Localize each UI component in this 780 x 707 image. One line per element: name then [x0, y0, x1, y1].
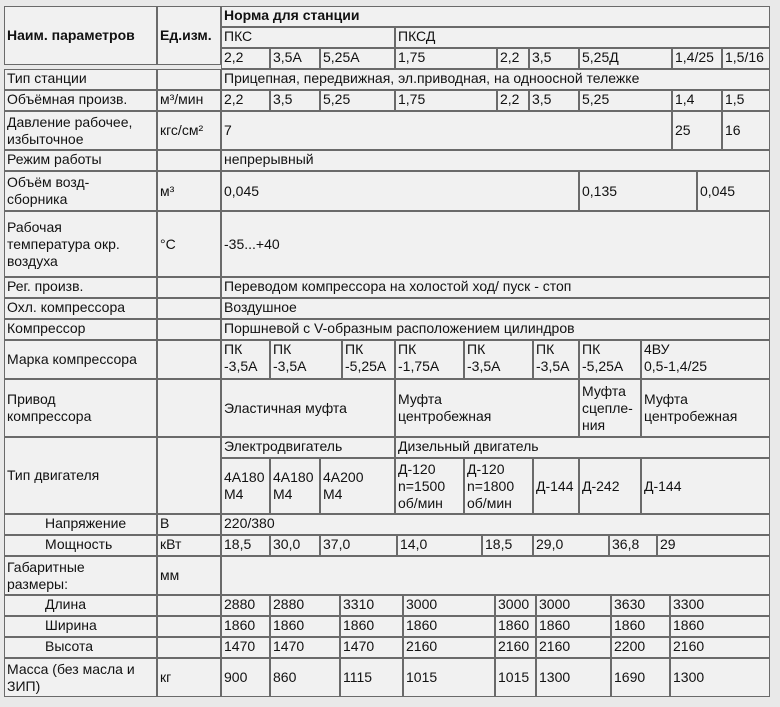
value-cell: 1860 — [403, 616, 495, 637]
value-cell: 1470 — [270, 637, 340, 658]
row-label: Длина — [4, 595, 157, 616]
value-cell: 1860 — [270, 616, 340, 637]
value-cell: 1115 — [340, 658, 403, 697]
row-label: Охл. компрессора — [4, 298, 157, 319]
value-cell: 3000 — [403, 595, 495, 616]
header-group-pks: ПКС — [221, 27, 395, 48]
value-cell: ПК -1,75А — [395, 340, 464, 379]
empty-cell — [157, 595, 221, 616]
unit-cell: °C — [157, 211, 221, 277]
value-cell: 37,0 — [320, 535, 397, 556]
value-cell: 2200 — [611, 637, 670, 658]
value-cell: 900 — [221, 658, 270, 697]
value-cell: 4ВУ 0,5-1,4/25 — [641, 340, 770, 379]
value-cell: Д-120 n=1800 об/мин — [464, 458, 533, 514]
row-label: Тип двигателя — [4, 437, 157, 514]
value-cell: 5,25 — [320, 90, 395, 111]
value-cell: 2160 — [670, 637, 770, 658]
row-label: Давление рабочее, избыточное — [4, 111, 157, 150]
empty-cell — [157, 277, 221, 298]
value-cell: Муфта сцепле- ния — [579, 379, 641, 437]
empty-cell — [157, 69, 221, 90]
engine-group-diesel: Дизельный двигатель — [395, 437, 770, 458]
value-cell: 1860 — [495, 616, 536, 637]
unit-cell: мм — [157, 556, 221, 595]
header-unit-cell: Ед.изм. — [157, 6, 221, 65]
unit-cell: м³/мин — [157, 90, 221, 111]
value-cell: Муфта центробежная — [395, 379, 579, 437]
value-cell: 0,045 — [697, 171, 770, 211]
unit-cell: кВт — [157, 535, 221, 556]
header-model-cell: 3,5А — [270, 48, 320, 69]
row-label: Ширина — [4, 616, 157, 637]
value-cell: 2160 — [403, 637, 495, 658]
value-cell: 0,135 — [579, 171, 697, 211]
value-cell: ПК -5,25А — [342, 340, 395, 379]
row-label: Объём возд- сборника — [4, 171, 157, 211]
row-label: Рег. произв. — [4, 277, 157, 298]
empty-cell — [157, 150, 221, 171]
value-cell: Д-144 — [641, 458, 770, 514]
header-group-pksd: ПКСД — [395, 27, 770, 48]
row-label: Марка компрессора — [4, 340, 157, 379]
row-label: Габаритные размеры: — [4, 556, 157, 595]
value-cell: 2,2 — [497, 90, 529, 111]
value-cell: Д-144 — [533, 458, 579, 514]
value-cell: 3,5 — [529, 90, 579, 111]
value-cell: 3630 — [611, 595, 670, 616]
header-model-cell: 1,4/25 — [672, 48, 722, 69]
value-cell: 18,5 — [482, 535, 533, 556]
empty-cell — [157, 340, 221, 379]
value-cell: 2,2 — [221, 90, 270, 111]
row-value: -35...+40 — [221, 211, 770, 277]
value-cell: 1690 — [611, 658, 670, 697]
header-model-cell: 1,75 — [395, 48, 497, 69]
value-cell: 2880 — [270, 595, 340, 616]
row-value: Переводом компрессора на холостой ход/ пуск - стоп — [221, 277, 770, 298]
value-cell: Д-120 n=1500 об/мин — [395, 458, 464, 514]
value-cell: 1470 — [221, 637, 270, 658]
value-cell: 2880 — [221, 595, 270, 616]
unit-cell: кгс/см² — [157, 111, 221, 150]
value-cell: 1860 — [611, 616, 670, 637]
row-label: Компрессор — [4, 319, 157, 340]
value-cell: 1470 — [340, 637, 403, 658]
value-cell: 1300 — [670, 658, 770, 697]
header-norm-cell: Норма для станции — [221, 6, 770, 27]
row-label: Режим работы — [4, 150, 157, 171]
value-cell: 29 — [657, 535, 770, 556]
value-cell: ПК -3,5А — [533, 340, 579, 379]
row-label: Мощность — [4, 535, 157, 556]
value-cell: ПК -3,5А — [464, 340, 533, 379]
empty-cell — [157, 319, 221, 340]
value-cell: 1,5 — [722, 90, 770, 111]
empty-cell — [221, 556, 770, 595]
value-cell: 16 — [722, 111, 770, 150]
value-cell: ПК -5,25А — [579, 340, 641, 379]
value-cell: 0,045 — [221, 171, 579, 211]
value-cell: 3300 — [670, 595, 770, 616]
value-cell: 4А180 М4 — [221, 458, 270, 514]
unit-cell: кг — [157, 658, 221, 697]
value-cell: 5,25 — [579, 90, 672, 111]
row-value: Поршневой с V-образным расположением цилиндров — [221, 319, 770, 340]
value-cell: ПК -3,5А — [270, 340, 342, 379]
value-cell: 2160 — [495, 637, 536, 658]
row-label: Тип станции — [4, 69, 157, 90]
value-cell: Муфта центробежная — [641, 379, 770, 437]
value-cell: 4А180 М4 — [270, 458, 320, 514]
empty-cell — [157, 379, 221, 437]
row-label: Напряжение — [4, 514, 157, 535]
value-cell: 1015 — [495, 658, 536, 697]
value-cell: 3000 — [536, 595, 611, 616]
value-cell: 25 — [672, 111, 722, 150]
value-cell: 3310 — [340, 595, 403, 616]
empty-cell — [157, 437, 221, 514]
row-value: 220/380 — [221, 514, 770, 535]
header-model-cell: 5,25А — [320, 48, 395, 69]
value-cell: 30,0 — [270, 535, 320, 556]
value-cell: 1,4 — [672, 90, 722, 111]
header-model-cell: 1,5/16 — [722, 48, 770, 69]
value-cell: 1860 — [670, 616, 770, 637]
header-model-cell: 3,5 — [529, 48, 579, 69]
value-cell: Д-242 — [579, 458, 641, 514]
unit-cell: м³ — [157, 171, 221, 211]
empty-cell — [157, 637, 221, 658]
value-cell: 1860 — [340, 616, 403, 637]
value-cell: 860 — [270, 658, 340, 697]
value-cell: 7 — [221, 111, 672, 150]
empty-cell — [157, 616, 221, 637]
row-value: Воздушное — [221, 298, 770, 319]
empty-cell — [157, 298, 221, 319]
row-label: Масса (без масла и ЗИП) — [4, 658, 157, 697]
value-cell: 1,75 — [395, 90, 497, 111]
row-value: непрерывный — [221, 150, 770, 171]
value-cell: 2160 — [536, 637, 611, 658]
value-cell: 1860 — [536, 616, 611, 637]
row-value: Прицепная, передвижная, эл.приводная, на одноосной тележке — [221, 69, 770, 90]
header-name-cell: Наим. параметров — [4, 6, 157, 65]
header-model-cell: 5,25Д — [579, 48, 672, 69]
value-cell: 1860 — [221, 616, 270, 637]
value-cell: 1300 — [536, 658, 611, 697]
value-cell: 4А200 М4 — [320, 458, 395, 514]
unit-cell: В — [157, 514, 221, 535]
value-cell: ПК -3,5А — [221, 340, 270, 379]
value-cell: Эластичная муфта — [221, 379, 395, 437]
row-label: Привод компрессора — [4, 379, 157, 437]
header-model-cell: 2,2 — [221, 48, 270, 69]
value-cell: 3,5 — [270, 90, 320, 111]
row-label: Высота — [4, 637, 157, 658]
row-label: Рабочая температура окр. воздуха — [4, 211, 157, 277]
header-model-cell: 2,2 — [497, 48, 529, 69]
value-cell: 1015 — [403, 658, 495, 697]
value-cell: 3000 — [495, 595, 536, 616]
row-label: Объёмная произв. — [4, 90, 157, 111]
value-cell: 29,0 — [533, 535, 609, 556]
value-cell: 36,8 — [609, 535, 657, 556]
value-cell: 18,5 — [221, 535, 270, 556]
value-cell: 14,0 — [397, 535, 482, 556]
engine-group-electric: Электродвигатель — [221, 437, 395, 458]
